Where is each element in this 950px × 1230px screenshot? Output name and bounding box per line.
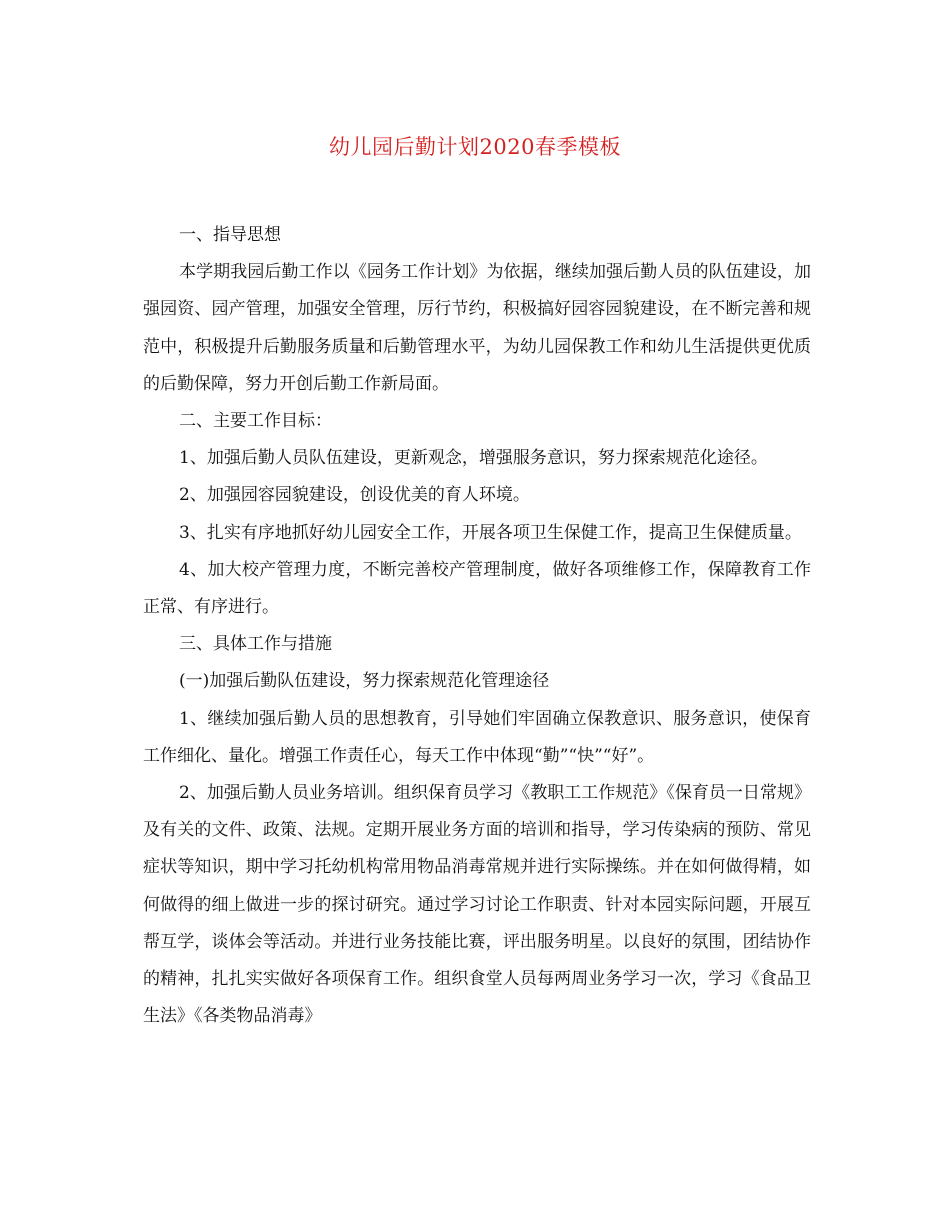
subsection-heading: (一)加强后勤队伍建设，努力探索规范化管理途径 [179,671,550,692]
goal-item: 2、加强园容园貌建设，创设优美的育人环境。 [179,485,530,506]
section-heading-main-goals: 二、主要工作目标： [179,411,332,432]
measure-item: 1、继续加强后勤人员的思想教育，引导她们牢固确立保教意识、服务意识，使保育工作细化、量化。增强工作责任心，每天工作中体现“勤”“快”“好”。 [143,708,811,766]
goal-item: 3、扎实有序地抓好幼儿园安全工作，开展各项卫生保健工作，提高卫生保健质量。 [179,522,802,543]
paragraph: 本学期我园后勤工作以《园务工作计划》为依据，继续加强后勤人员的队伍建设，加强园资、园产管理，加强安全管理，厉行节约，积极搞好园容园貌建设，在不断完善和规范中，积极提升后勤服务质量和后勤管理水平，为幼儿园保教工作和幼儿生活提供更优质的后勤保障，努力开创后勤工作新局面。 [143,262,811,394]
measure-item: 2、加强后勤人员业务培训。组织保育员学习《教职工工作规范》《保育员一日常规》及有关的文件、政策、法规。定期开展业务方面的培训和指导，学习传染病的预防、常见症状等知识，期中学习托幼机构常用物品消毒常规并进行实际操练。并在如何做得精，如何做得的细上做进一步的探讨研究。通过学习讨论工作职责、针对本园实际问题，开展互帮互学，谈体会等活动。并进行业务技能比赛，评出服务明星。以良好的氛围，团结协作的精神，扎扎实实做好各项保育工作。组织食堂人员每两周业务学习一次，学习《食品卫生法》《各类物品消毒》 [143,783,811,1027]
section-heading-guiding-ideology: 一、指导思想 [179,225,281,245]
goal-item: 4、加大校产管理力度，不断完善校产管理制度，做好各项维修工作，保障教育工作正常、有序进行。 [143,559,811,618]
goal-item: 1、加强后勤人员队伍建设，更新观念，增强服务意识，努力探索规范化途径。 [179,448,768,469]
section-heading-measures: 三、具体工作与措施 [179,634,332,655]
document-body [143,217,811,1035]
document-title: 幼儿园后勤计划2020春季模板 [329,135,621,159]
